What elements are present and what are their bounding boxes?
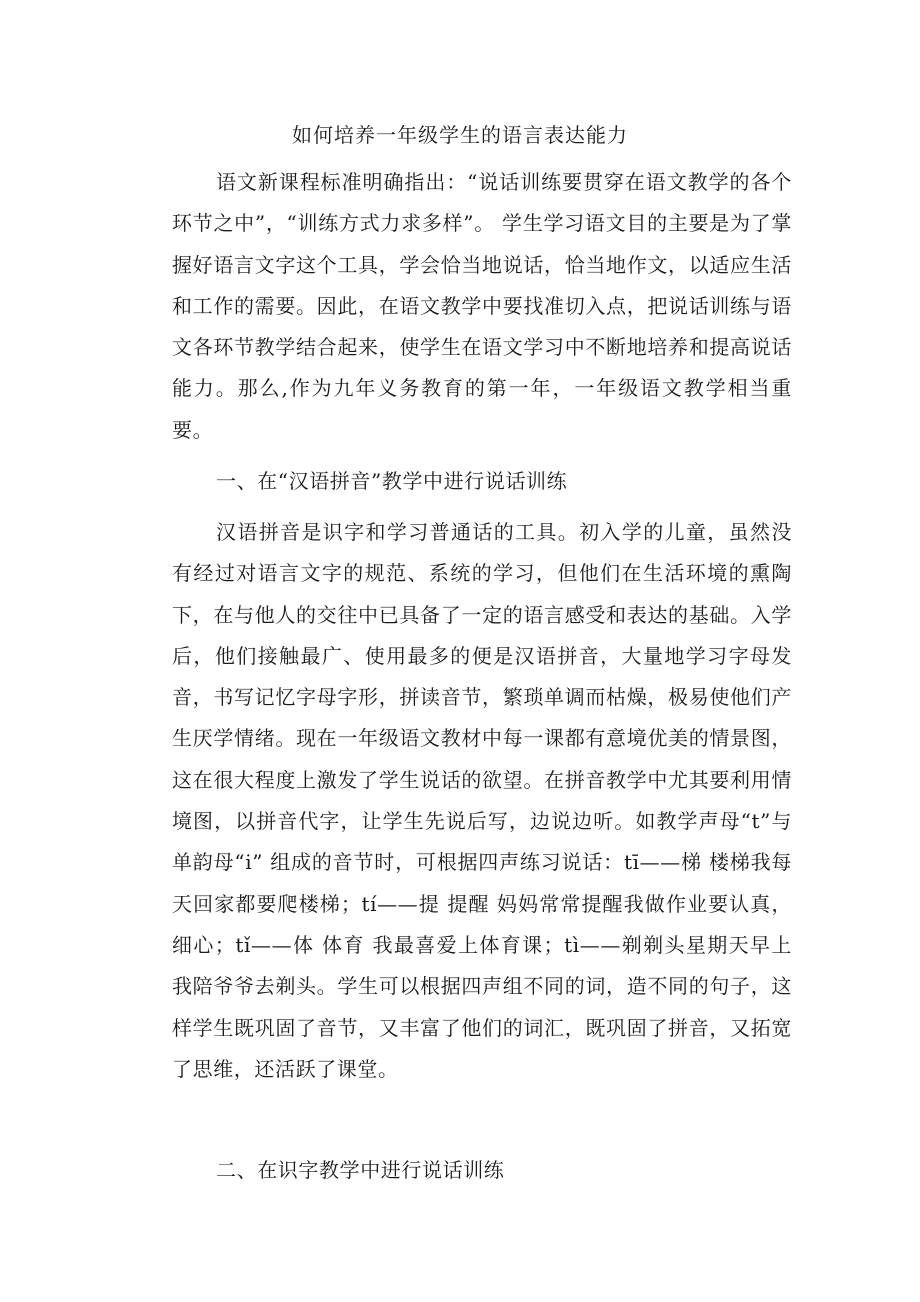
paragraph-intro: 语文新课程标准明确指出：“说话训练要贯穿在语文教学的各个环节之中”，“训练方式力求多样”。 学生学习语文目的主要是为了掌握好语言文字这个工具，学会恰当地说话，恰当地作文，以适应生活和工作的需要。因此，在语文教学中要找准切入点，把说话训练与语文各环节教学结合起来，使学生在语文学习中不断地培养和提高说话能力。那么,作为九年义务教育的第一年，一年级语文教学相当重要。 [172, 170, 792, 442]
paragraph-pinyin: 汉语拼音是识字和学习普通话的工具。初入学的儿童，虽然没有经过对语言文字的规范、系统的学习，但他们在生活环境的熏陶下，在与他人的交往中已具备了一定的语言感受和表达的基础。入学后，他们接触最广、使用最多的便是汉语拼音，大量地学习字母发音，书写记忆字母字形，拼读音节，繁琐单调而枯燥，极易使他们产生厌学情绪。现在一年级语文教材中每一课都有意境优美的情景图，这在很大程度上激发了学生说话的欲望。在拼音教学中尤其要利用情境图，以拼音代字，让学生先说后写，边说边听。如教学声母“t”与单韵母“i” 组成的音节时，可根据四声练习说话：tī——梯 楼梯我每天回家都要爬楼梯；tí——提 提醒 妈妈常常提醒我做作业要认真，细心；tǐ——体 体育 我最喜爱上体育课；tì——剃剃头星期天早上我陪爷爷去剃头。学生可以根据四声组不同的词，造不同的句子，这样学生既巩固了音节，又丰富了他们的词汇，既巩固了拼音，又拓宽了思维，还活跃了课堂。 [172, 520, 792, 1081]
document-title: 如何培养一年级学生的语言表达能力 [292, 123, 628, 147]
section-heading-2: 二、在识字教学中进行说话训练 [216, 1158, 505, 1182]
section-heading-1: 一、在“汉语拼音”教学中进行说话训练 [216, 469, 568, 493]
